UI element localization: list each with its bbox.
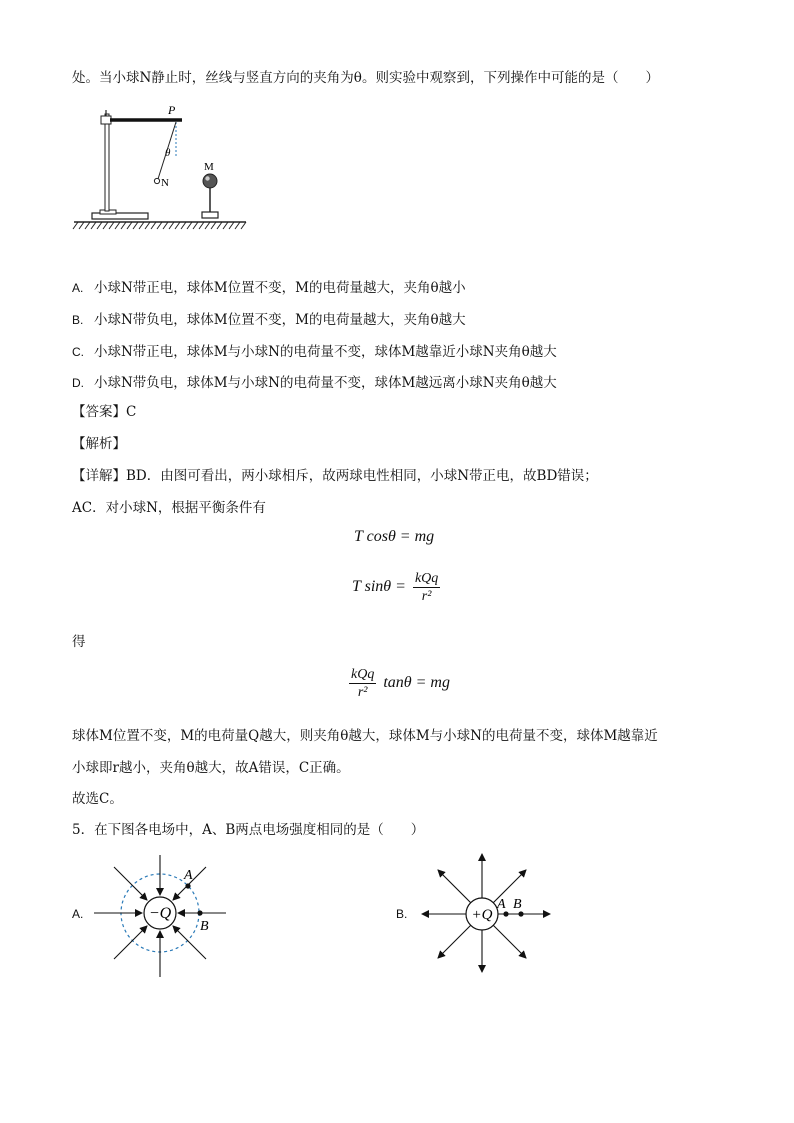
q4-apparatus-figure — [70, 100, 250, 235]
point-b-b — [518, 911, 523, 916]
equation-1: T cosθ = mg — [354, 528, 435, 545]
eq3-denominator: r² — [357, 685, 368, 700]
equation-3: $\frac{\text{kQq}}{\text{r²}}$ tanθ = mg — [351, 667, 450, 700]
q5-stem: 5．在下图各电场中，A、B两点电场强度相同的是（ ） — [72, 822, 425, 838]
label-a-b: A — [497, 897, 506, 912]
label-p: P — [168, 103, 176, 117]
q4-stem-tail: 处。当小球N静止时，丝线与竖直方向的夹角为θ。则实验中观察到，下列操作中可能的是（ ） — [72, 70, 659, 86]
conclusion-line-2: 小球即r越小，夹角θ越大，故A错误，C正确。 — [72, 760, 350, 776]
equation-2: T sinθ = $\frac{\text{kQq}}{\text{r²}}$ — [352, 571, 439, 604]
label-a: A — [184, 868, 193, 883]
q4-option-b: B. 小球N带负电，球体M位置不变，M的电荷量越大，夹角θ越大 — [72, 312, 466, 328]
answer-line: 【答案】C — [72, 404, 137, 420]
stand-pole — [105, 114, 109, 211]
q4-option-a: A. 小球N带正电，球体M位置不变，M的电荷量越大，夹角θ越小 — [72, 280, 466, 296]
conclusion-line-1: 球体M位置不变，M的电荷量Q越大，则夹角θ越大，球体M与小球N的电荷量不变，球体M越靠近 — [72, 728, 658, 744]
q5-figure-a — [92, 855, 242, 980]
point-a — [185, 883, 190, 888]
q5-option-b-label: B. — [396, 907, 408, 921]
label-n: N — [161, 177, 169, 189]
charge-label-a: −Q — [148, 905, 172, 922]
label-b-b: B — [513, 897, 522, 912]
q4-option-d: D. 小球N带负电，球体M与小球N的电荷量不变，球体M越远离小球N夹角θ越大 — [72, 375, 557, 391]
de-line: 得 — [72, 634, 86, 650]
eq3-numerator: kQq — [351, 667, 375, 682]
ac-line: AC．对小球N，根据平衡条件有 — [72, 500, 266, 516]
choose-line: 故选C。 — [72, 791, 123, 807]
detail-line: 【详解】BD．由图可看出，两小球相斥，故两球电性相同，小球N带正电，故BD错误； — [72, 468, 598, 484]
q4-option-c: C. 小球N带正电，球体M与小球N的电荷量不变，球体M越靠近小球N夹角θ越大 — [72, 344, 557, 360]
analysis-header: 【解析】 — [72, 436, 126, 452]
eq2-denominator: r² — [421, 589, 432, 604]
q5-figure-b — [416, 850, 556, 980]
point-a-b — [503, 911, 508, 916]
eq2-numerator: kQq — [414, 571, 439, 586]
point-b — [197, 910, 202, 915]
ball-n — [154, 178, 159, 183]
label-theta: θ — [165, 147, 171, 159]
q5-option-a-label: A. — [72, 907, 84, 921]
label-b: B — [200, 919, 209, 934]
sphere-m — [203, 174, 217, 188]
charge-label-b: +Q — [471, 907, 493, 923]
ground-hatch — [73, 222, 246, 229]
label-m: M — [204, 161, 214, 173]
